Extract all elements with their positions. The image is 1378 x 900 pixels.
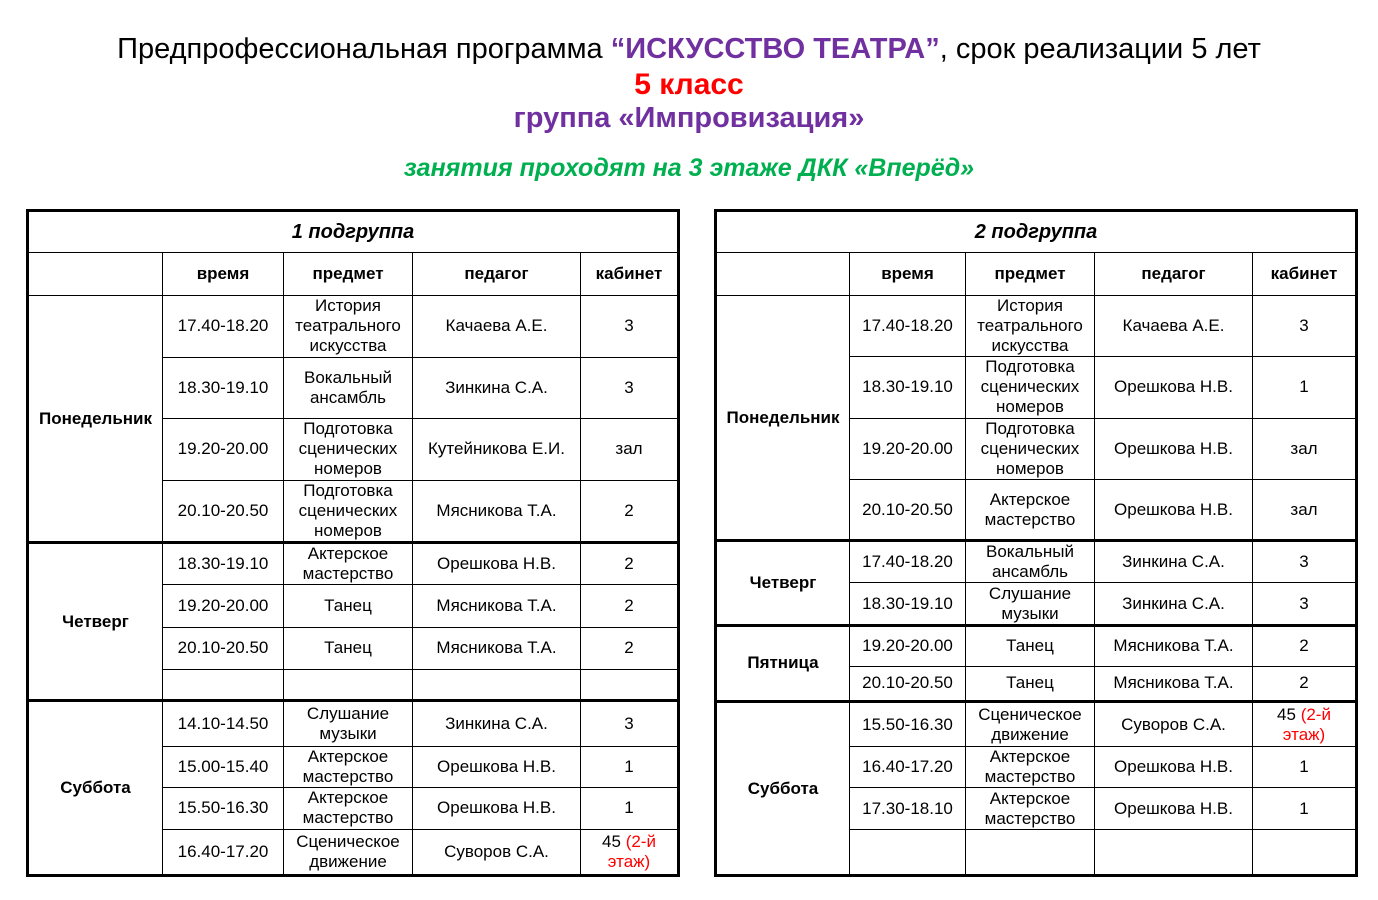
room-cell <box>581 296 679 358</box>
time-cell: 20.10-20.50 <box>163 627 284 669</box>
room-number: 3 <box>1299 316 1309 336</box>
day-label: Пятница <box>716 625 850 701</box>
subject-cell: Вокальный ансамбль <box>284 357 413 419</box>
room-number: 1 <box>1299 798 1309 818</box>
location-note: занятия проходят на 3 этаже ДКК «Вперёд» <box>403 154 975 182</box>
program-title <box>0 33 1378 66</box>
subgroup-2-body <box>716 296 1357 876</box>
room-number: 45 <box>602 831 621 851</box>
teacher-cell: Качаева А.Е. <box>413 296 581 358</box>
subject-cell: Подготовка сценических номеров <box>284 419 413 481</box>
table-row <box>716 702 1357 747</box>
subject-cell <box>284 670 413 701</box>
time-cell: 16.40-17.20 <box>850 747 966 788</box>
room-number: 1 <box>1299 757 1309 777</box>
time-cell: 18.30-19.10 <box>163 357 284 419</box>
table-row <box>28 543 679 585</box>
room-number: 2 <box>1299 673 1309 693</box>
subject-cell: История театрального искусства <box>284 296 413 358</box>
table-row <box>716 541 1357 583</box>
room-cell <box>581 746 679 787</box>
time-cell: 19.20-20.00 <box>850 418 966 479</box>
table-row <box>716 296 1357 357</box>
group-title: группа «Импровизация» <box>513 102 865 134</box>
room-number: зал <box>1290 499 1318 519</box>
subject-cell: Актерское мастерство <box>966 479 1095 540</box>
teacher-cell: Зинкина С.А. <box>1095 583 1253 625</box>
subject-cell: Сценическое движение <box>966 702 1095 747</box>
subgroup-1-title: 1 подгруппа <box>28 211 679 253</box>
room-cell <box>1253 625 1357 666</box>
day-label: Понедельник <box>716 296 850 541</box>
time-cell: 19.20-20.00 <box>163 419 284 481</box>
teacher-cell: Мясникова Т.А. <box>1095 666 1253 701</box>
table-row <box>28 701 679 746</box>
room-number: 3 <box>624 316 634 336</box>
subject-cell: Слушание музыки <box>284 701 413 746</box>
room-cell <box>581 419 679 481</box>
column-header-day <box>28 253 163 296</box>
time-cell <box>163 670 284 701</box>
room-number: 1 <box>624 798 634 818</box>
subject-cell: Танец <box>966 625 1095 666</box>
subject-cell: Танец <box>966 666 1095 701</box>
subject-cell: Актерское мастерство <box>284 543 413 585</box>
table-row <box>28 296 679 358</box>
time-cell: 19.20-20.00 <box>850 625 966 666</box>
grade-title: 5 класс <box>634 68 744 101</box>
program-quote-open: “ <box>610 33 626 65</box>
time-cell: 20.10-20.50 <box>163 480 284 543</box>
room-cell <box>581 357 679 419</box>
program-title-suffix: , срок реализации 5 лет <box>939 33 1261 65</box>
room-cell <box>581 701 679 746</box>
teacher-cell: Мясникова Т.А. <box>413 480 581 543</box>
time-cell: 17.40-18.20 <box>850 541 966 583</box>
subject-cell: Актерское мастерство <box>284 788 413 829</box>
room-cell <box>1253 788 1357 829</box>
column-header-subject: предмет <box>284 253 413 296</box>
column-header-day <box>716 253 850 296</box>
teacher-cell: Мясникова Т.А. <box>413 627 581 669</box>
teacher-cell: Мясникова Т.А. <box>1095 625 1253 666</box>
subject-cell: Подготовка сценических номеров <box>966 418 1095 479</box>
teacher-cell: Зинкина С.А. <box>1095 541 1253 583</box>
room-cell <box>1253 296 1357 357</box>
subject-cell: Танец <box>284 627 413 669</box>
teacher-cell <box>413 670 581 701</box>
subgroup-1-table <box>26 209 680 877</box>
room-number: 3 <box>1299 593 1309 613</box>
teacher-cell: Орешкова Н.В. <box>1095 357 1253 418</box>
teacher-cell: Зинкина С.А. <box>413 357 581 419</box>
table-row <box>716 625 1357 666</box>
column-header-room: кабинет <box>581 253 679 296</box>
day-label: Четверг <box>28 543 163 701</box>
time-cell: 14.10-14.50 <box>163 701 284 746</box>
time-cell: 20.10-20.50 <box>850 479 966 540</box>
room-number: 3 <box>624 714 634 734</box>
program-quote-close: ” <box>925 33 940 65</box>
time-cell: 15.00-15.40 <box>163 746 284 787</box>
subject-cell: Актерское мастерство <box>284 746 413 787</box>
room-number: 45 <box>1277 704 1296 724</box>
teacher-cell <box>1095 829 1253 875</box>
room-number: 1 <box>624 756 634 776</box>
teacher-cell: Суворов С.А. <box>413 829 581 876</box>
teacher-cell: Зинкина С.А. <box>413 701 581 746</box>
subject-cell: Подготовка сценических номеров <box>284 480 413 543</box>
time-cell <box>850 829 966 875</box>
day-label: Понедельник <box>28 296 163 543</box>
room-number: 2 <box>624 554 634 574</box>
room-number: 1 <box>1299 377 1309 397</box>
time-cell: 17.40-18.20 <box>850 296 966 357</box>
column-header-room: кабинет <box>1253 253 1357 296</box>
column-header-time: время <box>163 253 284 296</box>
time-cell: 17.30-18.10 <box>850 788 966 829</box>
subject-cell: Вокальный ансамбль <box>966 541 1095 583</box>
teacher-cell: Мясникова Т.А. <box>413 585 581 627</box>
room-floor-note: (2-й этаж) <box>1282 704 1331 744</box>
subject-cell: Танец <box>284 585 413 627</box>
subgroup-2-title: 2 подгруппа <box>716 211 1357 253</box>
time-cell: 16.40-17.20 <box>163 829 284 876</box>
room-cell <box>1253 747 1357 788</box>
time-cell: 18.30-19.10 <box>163 543 284 585</box>
subject-cell: Сценическое движение <box>284 829 413 876</box>
room-cell <box>1253 479 1357 540</box>
teacher-cell: Качаева А.Е. <box>1095 296 1253 357</box>
subject-cell: Актерское мастерство <box>966 788 1095 829</box>
time-cell: 15.50-16.30 <box>850 702 966 747</box>
time-cell: 18.30-19.10 <box>850 357 966 418</box>
day-label: Суббота <box>28 701 163 876</box>
room-number: зал <box>1290 438 1318 458</box>
column-header-teacher: педагог <box>413 253 581 296</box>
column-header-subject: предмет <box>966 253 1095 296</box>
room-cell <box>581 480 679 543</box>
subgroup-2-table <box>714 209 1358 877</box>
room-cell <box>581 788 679 829</box>
time-cell: 18.30-19.10 <box>850 583 966 625</box>
teacher-cell: Орешкова Н.В. <box>1095 418 1253 479</box>
room-number: 3 <box>1299 552 1309 572</box>
room-cell <box>1253 702 1357 747</box>
subject-cell <box>966 829 1095 875</box>
subgroup-1-body <box>28 296 679 876</box>
subject-cell: История театрального искусства <box>966 296 1095 357</box>
teacher-cell: Орешкова Н.В. <box>413 543 581 585</box>
teacher-cell: Орешкова Н.В. <box>1095 788 1253 829</box>
teacher-cell: Орешкова Н.В. <box>1095 747 1253 788</box>
teacher-cell: Орешкова Н.В. <box>1095 479 1253 540</box>
program-title-prefix: Предпрофессиональная программа <box>117 33 611 65</box>
column-header-time: время <box>850 253 966 296</box>
column-header-teacher: педагог <box>1095 253 1253 296</box>
teacher-cell: Суворов С.А. <box>1095 702 1253 747</box>
room-cell <box>1253 829 1357 875</box>
room-number: 2 <box>624 638 634 658</box>
room-cell <box>581 829 679 876</box>
time-cell: 20.10-20.50 <box>850 666 966 701</box>
subject-cell: Подготовка сценических номеров <box>966 357 1095 418</box>
room-cell <box>1253 418 1357 479</box>
day-label: Суббота <box>716 702 850 876</box>
teacher-cell: Орешкова Н.В. <box>413 788 581 829</box>
room-cell <box>1253 666 1357 701</box>
room-cell <box>1253 357 1357 418</box>
room-number: 2 <box>624 596 634 616</box>
subject-cell: Слушание музыки <box>966 583 1095 625</box>
time-cell: 15.50-16.30 <box>163 788 284 829</box>
teacher-cell: Орешкова Н.В. <box>413 746 581 787</box>
room-number: 2 <box>1299 636 1309 656</box>
room-cell <box>1253 583 1357 625</box>
room-cell <box>581 627 679 669</box>
room-cell <box>1253 541 1357 583</box>
room-number: 2 <box>624 500 634 520</box>
room-cell <box>581 543 679 585</box>
subject-cell: Актерское мастерство <box>966 747 1095 788</box>
room-cell <box>581 670 679 701</box>
room-number: зал <box>615 439 643 459</box>
day-label: Четверг <box>716 541 850 625</box>
teacher-cell: Кутейникова Е.И. <box>413 419 581 481</box>
room-floor-note: (2-й этаж) <box>607 831 656 871</box>
time-cell: 19.20-20.00 <box>163 585 284 627</box>
room-number: 3 <box>624 377 634 397</box>
time-cell: 17.40-18.20 <box>163 296 284 358</box>
room-cell <box>581 585 679 627</box>
program-name: ИСКУССТВО ТЕАТРА <box>625 33 926 65</box>
